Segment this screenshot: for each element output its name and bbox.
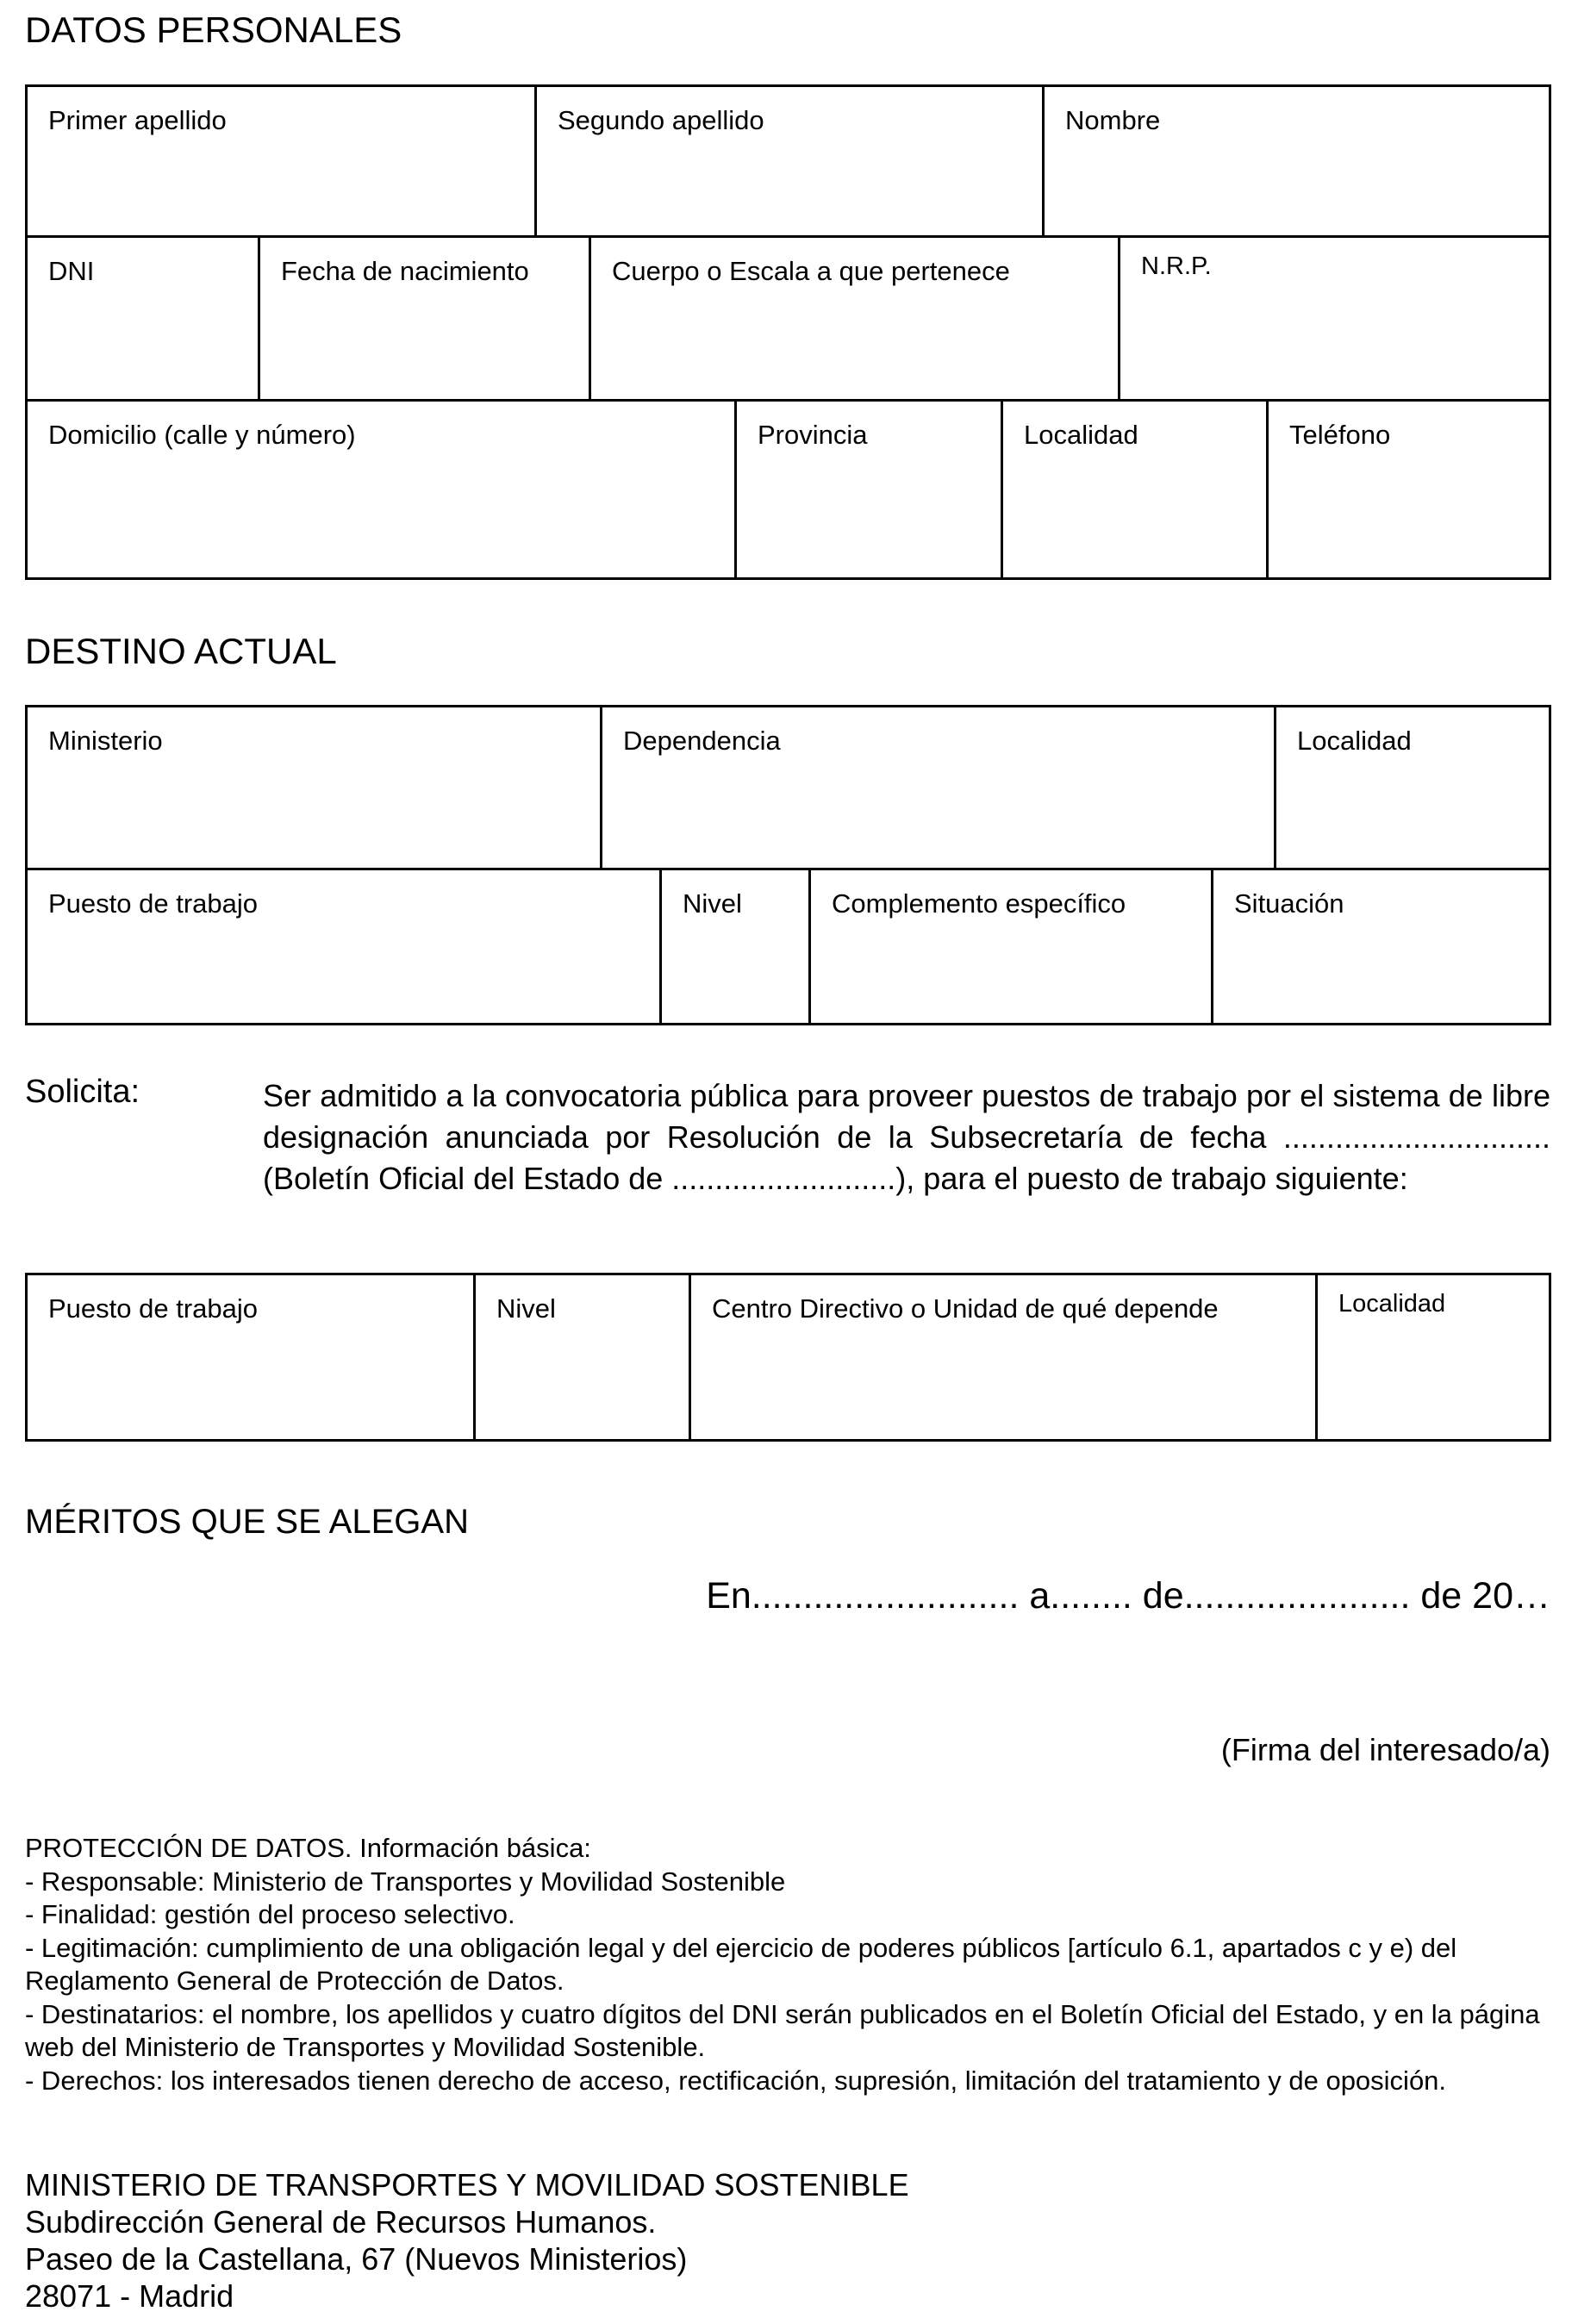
proteccion-datos-responsable: - Responsable: Ministerio de Transportes y Movilidad Sostenible [25, 1866, 786, 1897]
field-segundo-apellido[interactable] [534, 84, 1045, 238]
direccion-calle: Paseo de la Castellana, 67 (Nuevos Ministerios) [25, 2241, 688, 2277]
field-ministerio[interactable] [25, 705, 602, 870]
field-localidad[interactable] [1001, 399, 1269, 580]
field-dni[interactable] [25, 235, 260, 402]
direccion-subdireccion: Subdirección General de Recursos Humanos. [25, 2204, 657, 2240]
label-situacion: Situación [1234, 888, 1344, 919]
field-nrp[interactable] [1118, 235, 1551, 402]
label-fecha-nacimiento: Fecha de nacimiento [281, 256, 529, 286]
solicita-label: Solicita: [25, 1074, 140, 1110]
label-localidad-destino: Localidad [1297, 726, 1412, 756]
field-nivel-solicitado[interactable] [473, 1273, 691, 1442]
direccion-cp-ciudad: 28071 - Madrid [25, 2278, 234, 2314]
field-domicilio[interactable] [25, 399, 737, 580]
field-nombre[interactable] [1042, 84, 1551, 238]
label-localidad-solicitada: Localidad [1338, 1290, 1446, 1318]
section-title-datos-personales: DATOS PERSONALES [25, 9, 402, 50]
proteccion-datos-block [25, 1832, 1552, 2097]
label-telefono: Teléfono [1289, 420, 1391, 450]
field-telefono[interactable] [1266, 399, 1551, 580]
firma-label: (Firma del interesado/a) [1220, 1732, 1550, 1767]
label-localidad: Localidad [1024, 420, 1138, 450]
solicita-text [263, 1075, 1550, 1199]
proteccion-datos-destinatarios: - Destinatarios: el nombre, los apellidos y cuatro dígitos del DNI serán publicados en el Boletín Oficial del Estado, y en la página web del Ministerio de Transportes y Movilidad Sostenible. [25, 1998, 1540, 2062]
solicita-line-2: designación anunciada por Resolución de la Subsecretaría de fecha ............................... [263, 1119, 1550, 1155]
label-nombre: Nombre [1065, 105, 1161, 135]
label-dni: DNI [48, 256, 95, 286]
label-segundo-apellido: Segundo apellido [558, 105, 764, 135]
proteccion-datos-finalidad: - Finalidad: gestión del proceso selectivo. [25, 1899, 515, 1929]
proteccion-datos-legitimacion: - Legitimación: cumplimiento de una obligación legal y del ejercicio de poderes públicos [artículo 6.1, apartados c y e) del Reglamento General de Protección de Datos. [25, 1932, 1457, 1996]
label-primer-apellido: Primer apellido [48, 105, 227, 135]
field-provincia[interactable] [734, 399, 1003, 580]
solicita-line-1: Ser admitido a la convocatoria pública para proveer puestos de trabajo por el sistema de libre [263, 1078, 1550, 1113]
label-puesto-trabajo-actual: Puesto de trabajo [48, 888, 259, 919]
label-domicilio: Domicilio (calle y número) [48, 420, 356, 450]
label-cuerpo-escala: Cuerpo o Escala a que pertenece [612, 256, 1010, 286]
section-title-meritos: MÉRITOS QUE SE ALEGAN [25, 1503, 469, 1541]
field-nivel-actual[interactable] [659, 868, 811, 1025]
field-puesto-trabajo-solicitado[interactable] [25, 1273, 476, 1442]
label-nrp: N.R.P. [1141, 252, 1212, 280]
direccion-block [25, 2166, 909, 2315]
field-fecha-nacimiento[interactable] [258, 235, 591, 402]
label-provincia: Provincia [758, 420, 868, 450]
direccion-ministerio: MINISTERIO DE TRANSPORTES Y MOVILIDAD SOSTENIBLE [25, 2167, 909, 2203]
field-centro-directivo[interactable] [689, 1273, 1318, 1442]
label-dependencia: Dependencia [623, 726, 781, 756]
label-centro-directivo: Centro Directivo o Unidad de qué depende [712, 1293, 1219, 1324]
label-complemento-especifico: Complemento específico [832, 888, 1126, 919]
field-situacion[interactable] [1211, 868, 1551, 1025]
field-complemento-especifico[interactable] [808, 868, 1213, 1025]
fecha-lugar-line: En.......................... a........ de...................... de 20… [706, 1575, 1550, 1617]
field-cuerpo-escala[interactable] [589, 235, 1120, 402]
solicita-line-3: (Boletín Oficial del Estado de ..........................), para el puesto de trabajo siguiente: [263, 1161, 1408, 1196]
field-primer-apellido[interactable] [25, 84, 537, 238]
proteccion-datos-title: PROTECCIÓN DE DATOS. Información básica: [25, 1833, 591, 1863]
label-nivel-actual: Nivel [683, 888, 742, 919]
label-puesto-trabajo-solicitado: Puesto de trabajo [48, 1293, 259, 1324]
proteccion-datos-derechos: - Derechos: los interesados tienen derecho de acceso, rectificación, supresión, limitación del tratamiento y de oposición. [25, 2065, 1447, 2096]
section-title-destino-actual: DESTINO ACTUAL [25, 631, 337, 671]
field-localidad-solicitada[interactable] [1315, 1273, 1551, 1442]
field-dependencia[interactable] [600, 705, 1276, 870]
field-puesto-trabajo-actual[interactable] [25, 868, 662, 1025]
label-ministerio: Ministerio [48, 726, 163, 756]
label-nivel-solicitado: Nivel [496, 1293, 556, 1324]
field-localidad-destino[interactable] [1274, 705, 1551, 870]
